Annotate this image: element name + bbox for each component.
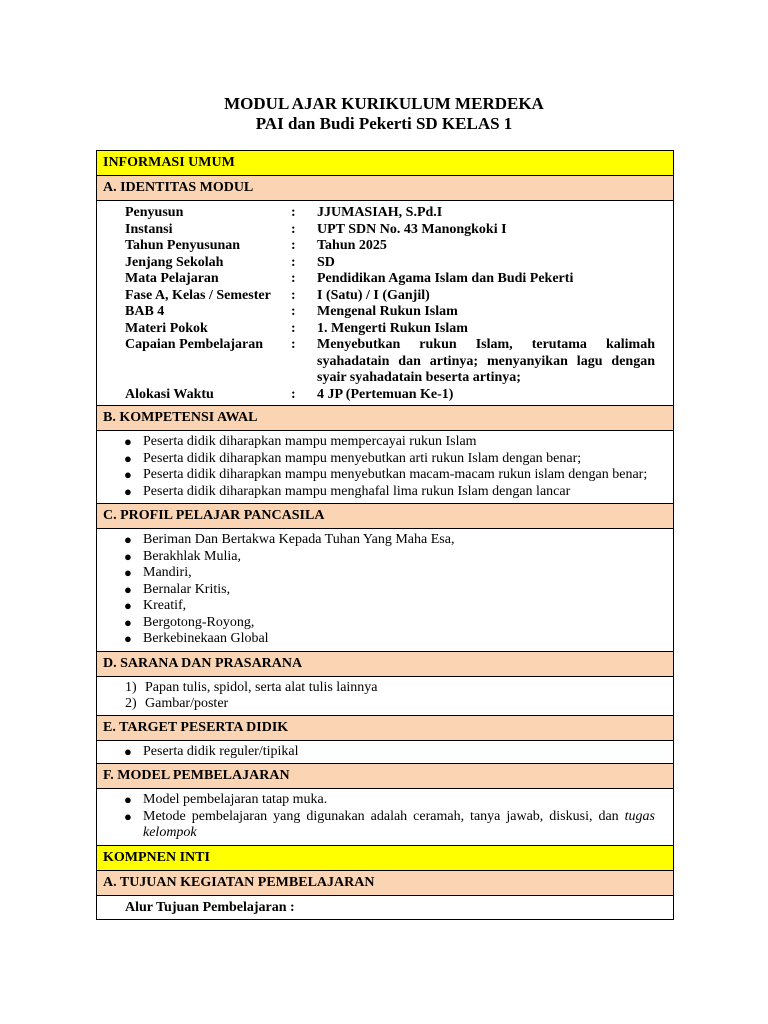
sarana-body — [97, 676, 674, 715]
bullet-icon: ● — [124, 743, 132, 759]
bullet-icon: ● — [124, 598, 132, 613]
identitas-label: Jenjang Sekolah — [125, 254, 224, 270]
model-list — [97, 789, 673, 845]
list-item: ● Berakhlak Mulia, — [124, 548, 241, 564]
identitas-value: Menyebutkan rukun Islam, terutama kalimah syahadatain dan artinya; menyanyikan lagu dengan syair syahadatain beserta artinya; — [317, 337, 655, 385]
identitas-colon: : — [291, 320, 296, 336]
model-body — [97, 789, 674, 846]
identitas-value: 1. Mengerti Rukun Islam — [317, 320, 468, 336]
identitas-label: BAB 4 — [125, 304, 165, 319]
identitas-label: Capaian Pembelajaran — [125, 337, 264, 352]
identitas-label: Materi Pokok — [125, 320, 208, 336]
section-informasi-umum: INFORMASI UMUM — [97, 151, 674, 176]
bullet-icon: ● — [124, 631, 132, 646]
identitas-label: Tahun Penyusunan — [125, 238, 241, 253]
list-item: ● Beriman Dan Bertakwa Kepada Tuhan Yang Maha Esa, — [124, 532, 455, 547]
identitas-colon: : — [291, 386, 296, 402]
identitas-body — [97, 201, 674, 406]
identitas-colon: : — [291, 304, 296, 319]
identitas-row — [125, 387, 655, 404]
bullet-icon: ● — [124, 467, 132, 482]
identitas-label: Mata Pelajaran — [125, 271, 219, 286]
identitas-label: Fase A, Kelas / Semester — [125, 287, 271, 303]
identitas-colon: : — [291, 287, 296, 303]
list-number: 2) — [125, 696, 137, 711]
profil-list — [97, 529, 673, 651]
identitas-value: Mengenal Rukun Islam — [317, 304, 458, 319]
identitas-value: 4 JP (Pertemuan Ke-1) — [317, 386, 454, 402]
list-item: ● Peserta didik diharapkan mampu menyebutkan arti rukun Islam dengan benar; — [124, 450, 582, 466]
section-komponen-inti: KOMPNEN INTI — [97, 845, 674, 870]
title-line-1: MODUL AJAR KURIKULUM MERDEKA — [224, 94, 544, 113]
identitas-row — [125, 321, 655, 338]
list-item: 2) Gambar/poster — [125, 696, 229, 711]
identitas-colon: : — [291, 337, 296, 352]
identitas-colon: : — [291, 238, 296, 253]
bullet-icon: ● — [124, 565, 132, 580]
identitas-row — [125, 288, 655, 305]
section-sarana: D. SARANA DAN PRASARANA — [97, 651, 674, 676]
section-identitas-modul: A. IDENTITAS MODUL — [97, 176, 674, 201]
list-item: ● Berkebinekaan Global — [124, 631, 269, 646]
identitas-colon: : — [291, 221, 296, 237]
bullet-icon: ● — [124, 483, 132, 499]
alur-tujuan-label: Alur Tujuan Pembelajaran : — [97, 895, 674, 919]
identitas-value: SD — [317, 254, 335, 270]
kompetensi-body — [97, 431, 674, 504]
bullet-icon: ● — [124, 450, 132, 466]
identitas-value: JJUMASIAH, S.Pd.I — [317, 205, 443, 220]
list-item: ● Peserta didik diharapkan mampu mempercayai rukun Islam — [124, 434, 477, 449]
bullet-icon: ● — [124, 581, 132, 597]
identitas-row — [125, 255, 655, 272]
list-item: ● Mandiri, — [124, 565, 192, 580]
list-item: ● Peserta didik diharapkan mampu menghafal lima rukun Islam dengan lancar — [124, 483, 571, 499]
list-number: 1) — [125, 679, 137, 695]
list-item: ● Peserta didik reguler/tipikal — [124, 743, 299, 759]
section-profil-pelajar: C. PROFIL PELAJAR PANCASILA — [97, 504, 674, 529]
section-tujuan: A. TUJUAN KEGIATAN PEMBELAJARAN — [97, 870, 674, 895]
identitas-row — [125, 222, 655, 239]
identitas-row — [125, 337, 655, 387]
identitas-value: Tahun 2025 — [317, 238, 387, 253]
profil-body — [97, 529, 674, 652]
list-item: ● Metode pembelajaran yang digunakan adalah ceramah, tanya jawab, diskusi, dan tugas kelompok — [124, 808, 655, 840]
section-kompetensi-awal: B. KOMPETENSI AWAL — [97, 406, 674, 431]
identitas-value: I (Satu) / I (Ganjil) — [317, 287, 430, 303]
sarana-list — [97, 677, 673, 715]
identitas-label: Instansi — [125, 221, 173, 237]
list-item: ● Bergotong-Royong, — [124, 614, 255, 630]
bullet-icon: ● — [124, 548, 132, 564]
identitas-label: Alokasi Waktu — [125, 386, 214, 402]
list-item: ● Kreatif, — [124, 598, 187, 613]
section-model: F. MODEL PEMBELAJARAN — [97, 764, 674, 789]
bullet-icon: ● — [124, 532, 132, 547]
kompetensi-list — [97, 431, 673, 503]
identitas-row — [125, 304, 655, 321]
target-body — [97, 740, 674, 764]
identitas-colon: : — [291, 271, 296, 286]
section-target: E. TARGET PESERTA DIDIK — [97, 715, 674, 740]
bullet-icon: ● — [124, 434, 132, 449]
list-item: 1) Papan tulis, spidol, serta alat tulis lainnya — [125, 679, 378, 695]
list-item: ● Model pembelajaran tatap muka. — [124, 792, 328, 807]
identitas-colon: : — [291, 254, 296, 270]
identitas-label: Penyusun — [125, 205, 184, 220]
identitas-value: Pendidikan Agama Islam dan Budi Pekerti — [317, 271, 574, 286]
title-line-2: PAI dan Budi Pekerti SD KELAS 1 — [255, 114, 513, 133]
target-list — [97, 741, 673, 764]
list-item: ● Bernalar Kritis, — [124, 581, 231, 597]
document-title — [0, 94, 768, 134]
identitas-colon: : — [291, 205, 296, 220]
identitas-row — [125, 271, 655, 288]
module-table — [96, 150, 674, 920]
list-item: ● Peserta didik diharapkan mampu menyebutkan macam-macam rukun islam dengan benar; — [124, 467, 648, 482]
identitas-row — [125, 238, 655, 255]
bullet-icon: ● — [124, 614, 132, 630]
bullet-icon: ● — [124, 792, 132, 807]
identitas-row — [125, 205, 655, 222]
bullet-icon: ● — [124, 808, 132, 824]
identitas-value: UPT SDN No. 43 Manongkoki I — [317, 221, 507, 237]
